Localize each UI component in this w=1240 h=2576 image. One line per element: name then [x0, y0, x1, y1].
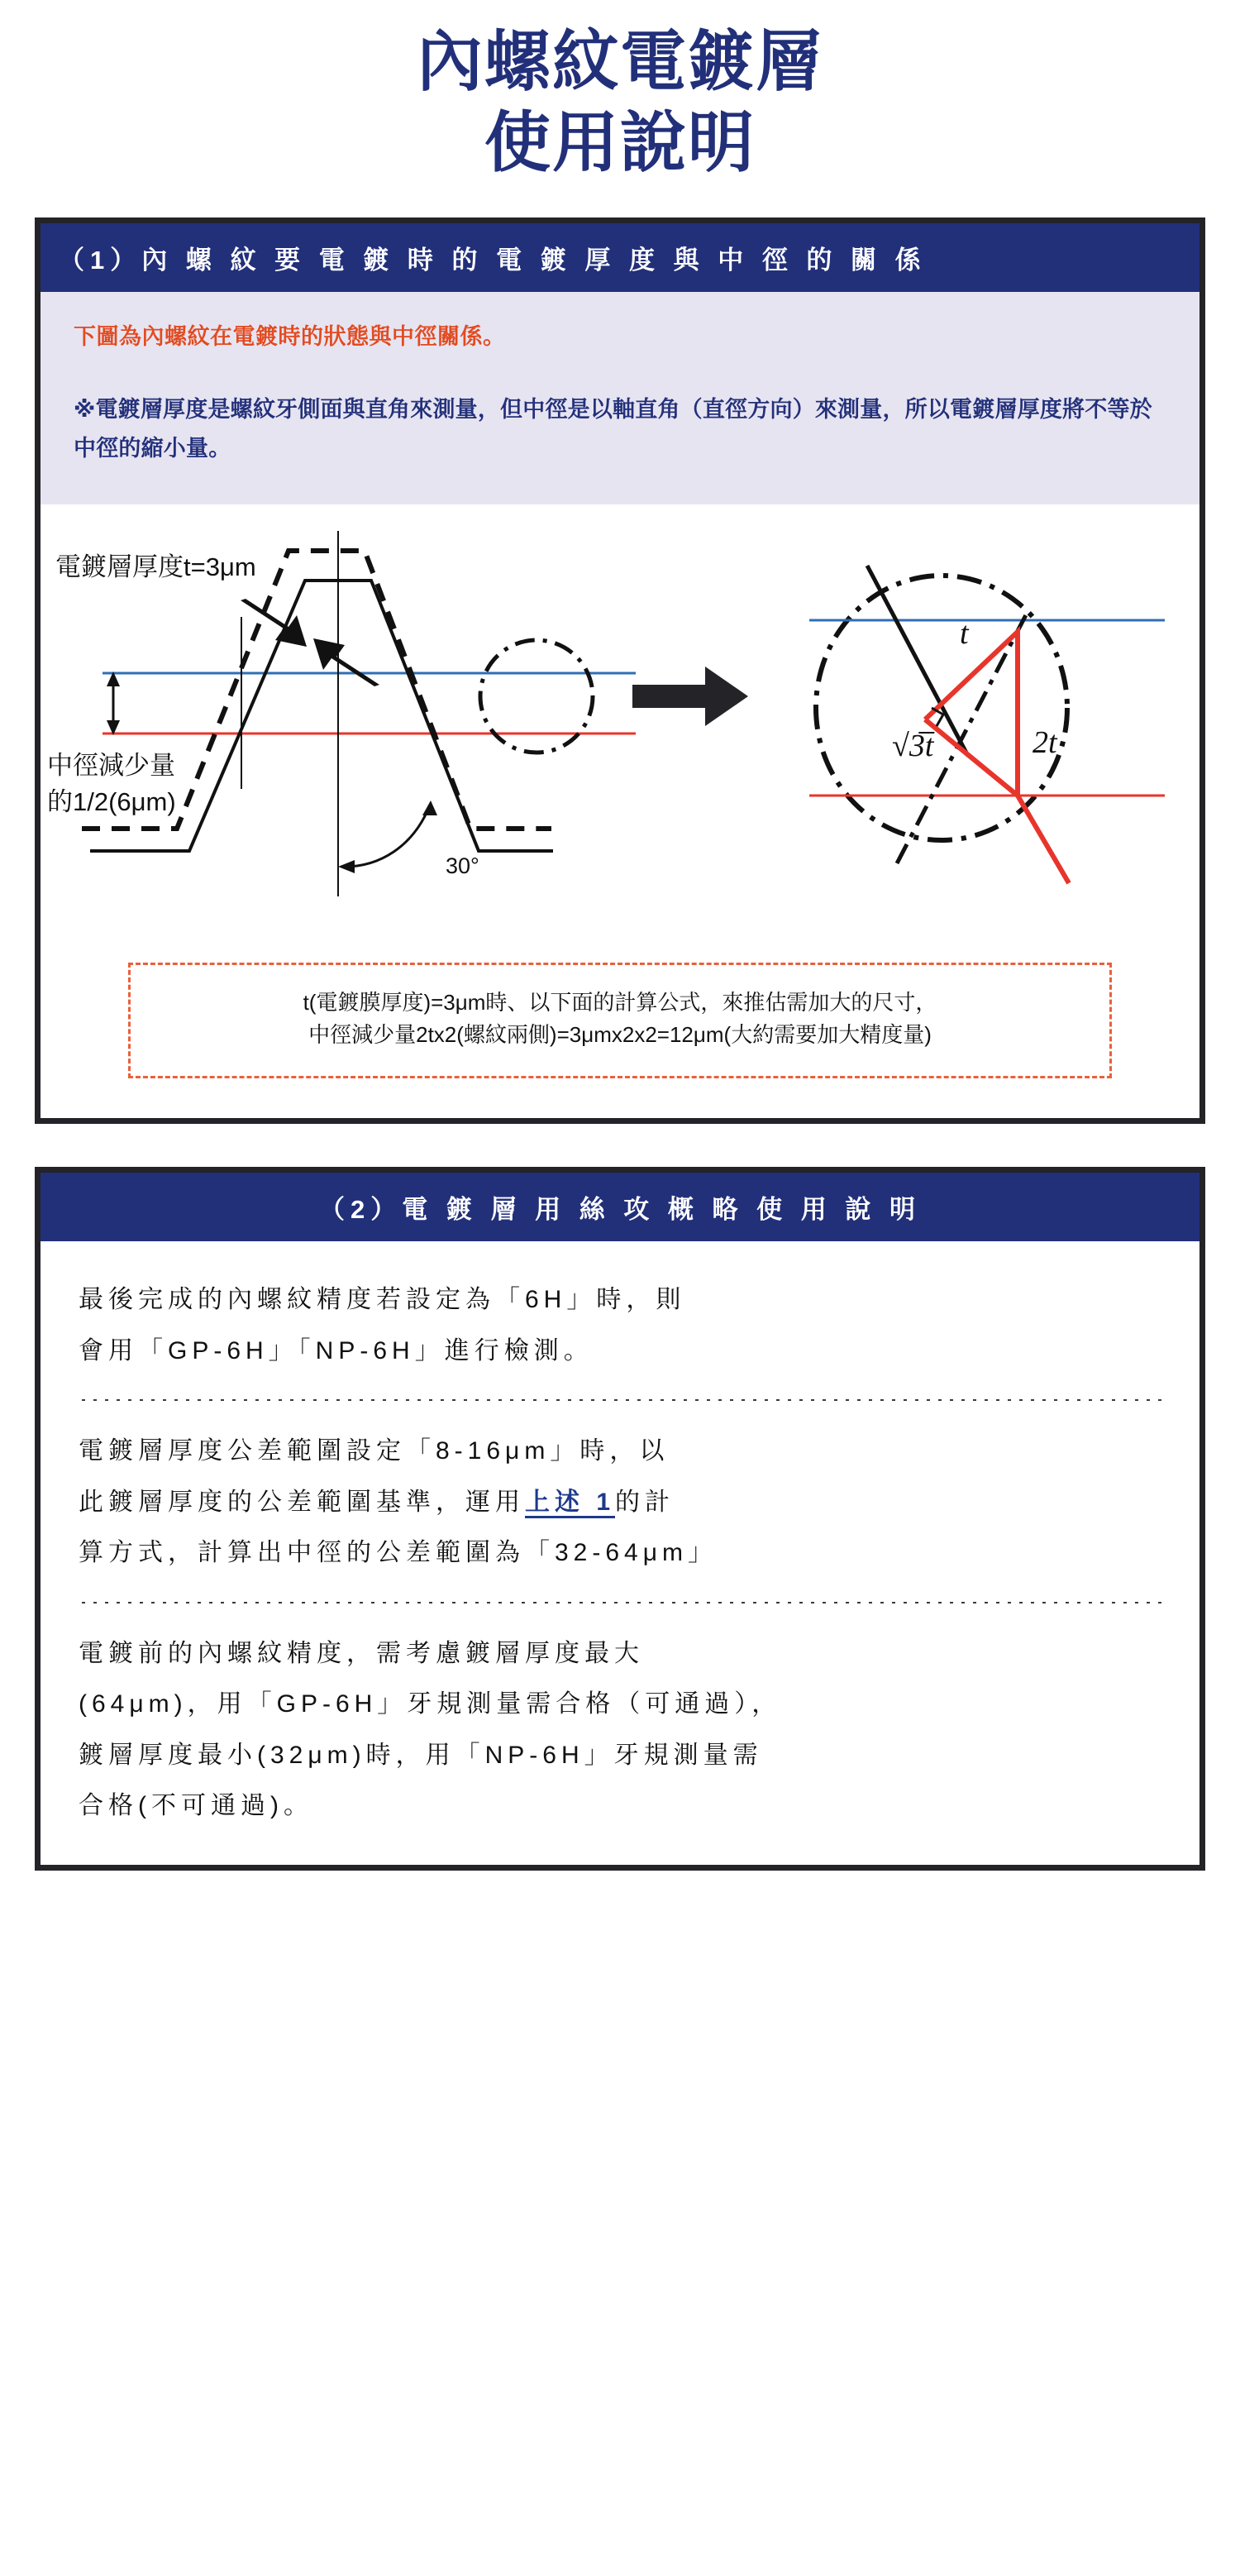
section-two-header: （2）電 鍍 層 用 絲 攻 概 略 使 用 說 明 — [41, 1173, 1199, 1241]
label-reduction-line-2: 的1/2(6μm) — [47, 787, 176, 817]
label-2t: 2t — [1033, 725, 1057, 761]
angle-arrow-up — [422, 801, 437, 815]
paragraph-2-line-2-pre: 此鍍層厚度的公差範圍基準，運用 — [79, 1488, 525, 1516]
paragraph-3-line-2: (64μm)，用「GP-6H」牙規測量需合格（可通過）， — [79, 1690, 782, 1718]
page-title-line-2: 使用說明 — [484, 105, 756, 179]
reference-link-above-1[interactable]: 上述 1 — [525, 1489, 615, 1518]
label-t: t — [960, 616, 969, 652]
red-extension-line — [1018, 796, 1069, 883]
section-one-intro-block — [41, 292, 1199, 504]
angle-arc — [345, 807, 429, 867]
section-one-header: （1）內 螺 紋 要 電 鍍 時 的 電 鍍 厚 度 與 中 徑 的 關 係 — [41, 223, 1199, 292]
section-one — [35, 217, 1205, 1124]
formula-box — [128, 963, 1112, 1078]
paragraph-separator-2 — [79, 1602, 1161, 1603]
paragraph-3-line-1: 電鍍前的內螺紋精度，需考慮鍍層厚度最大 — [79, 1639, 644, 1667]
section-two — [35, 1167, 1205, 1871]
section-two-body — [41, 1241, 1199, 1865]
formula-box-wrapper — [41, 954, 1199, 1118]
label-reduction-line-1: 中徑減少量 — [47, 751, 175, 781]
label-sqrt3t: √3̅t — [892, 729, 934, 764]
thread-plating-diagram — [41, 504, 1199, 954]
paragraph-3-line-3: 鍍層厚度最小(32μm)時，用「NP-6H」牙規測量需 — [79, 1741, 763, 1769]
paragraph-1-line-1: 最後完成的內螺紋精度若設定為「6H」時，則 — [79, 1286, 686, 1314]
base-flank-line — [867, 566, 968, 756]
pointer-arrow-base — [313, 638, 379, 686]
page-title-line-1: 內螺紋電鍍層 — [417, 25, 823, 98]
paragraph-2-line-1: 電鍍層厚度公差範圍設定「8-16μm」時，以 — [79, 1437, 670, 1465]
diagram-svg — [41, 516, 1175, 946]
intro-lead-text: 下圖為內螺紋在電鍍時的狀態與中徑關係。 — [74, 324, 506, 350]
page-title — [0, 0, 1240, 183]
paragraph-2 — [79, 1426, 1161, 1579]
formula-line-2: 中徑減少量2tx2(螺紋兩側)=3μmx2x2=12μm(大約需要加大精度量) — [308, 1022, 932, 1048]
detail-callout-circle — [480, 640, 593, 753]
formula-line-1: t(電鍍膜厚度)=3μm時、以下面的計算公式，來推估需加大的尺寸， — [303, 990, 937, 1016]
paragraph-separator-1 — [79, 1399, 1161, 1401]
paragraph-2-line-2 — [79, 1477, 1161, 1528]
label-plating-thickness: 電鍍層厚度t=3μm — [55, 552, 256, 582]
paragraph-2-line-2-post: 的計 — [615, 1488, 675, 1516]
paragraph-3 — [79, 1628, 1161, 1832]
angle-arrow-left — [338, 860, 355, 873]
transition-arrow-icon — [632, 667, 748, 726]
intro-note-text: ※電鍍層厚度是螺紋牙側面與直角來測量，但中徑是以軸直角（直徑方向）來測量，所以電鍍層厚度將不等於中徑的縮小量。 — [74, 396, 1152, 461]
label-angle-30: 30° — [446, 853, 479, 879]
paragraph-1-line-2: 會用「GP-6H」「NP-6H」進行檢測。 — [79, 1336, 594, 1364]
paragraph-1 — [79, 1269, 1161, 1376]
paragraph-2-line-3: 算方式，計算出中徑的公差範圍為「32-64μm」 — [79, 1539, 718, 1567]
paragraph-3-line-4: 合格(不可通過)。 — [79, 1792, 313, 1820]
